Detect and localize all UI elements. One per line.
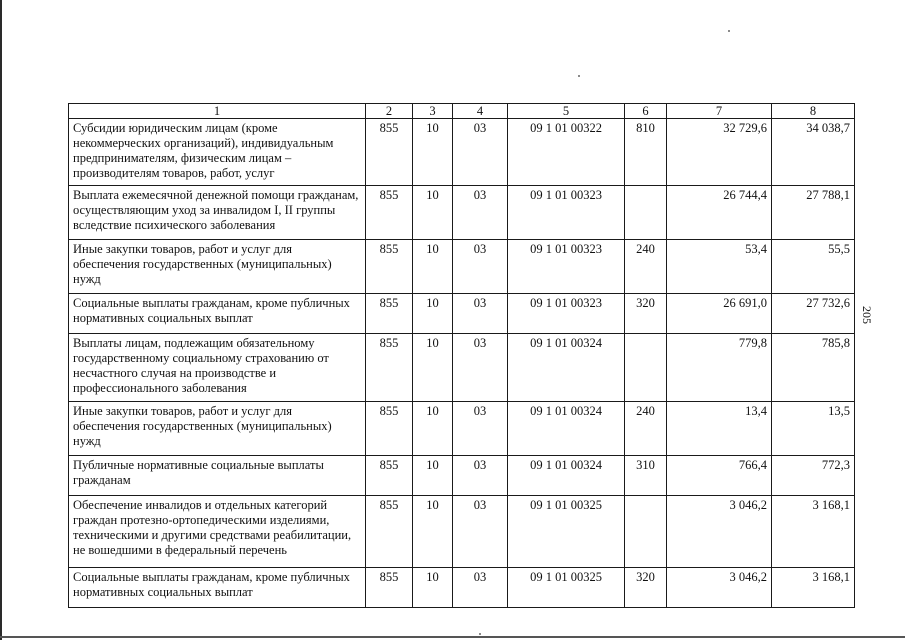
expense-name-cell: Обеспечение инвалидов и отдельных категорий граждан протезно-ортопедическими изделиями, техническими и другими средствами реабилитации, не вошедшими в федеральный перечень	[69, 496, 366, 568]
expense-type-cell: 240	[625, 240, 667, 294]
target-item-cell: 09 1 01 00324	[508, 402, 625, 456]
table-row	[69, 334, 855, 402]
ministry-code-cell: 855	[366, 186, 413, 240]
amount-col7-cell: 26 691,0	[667, 294, 772, 334]
ministry-code-cell: 855	[366, 119, 413, 186]
subsection-code-cell: 03	[453, 402, 508, 456]
amount-col7-cell: 53,4	[667, 240, 772, 294]
column-header: 2	[366, 104, 413, 119]
section-code-cell: 10	[413, 402, 453, 456]
target-item-cell: 09 1 01 00325	[508, 496, 625, 568]
expense-type-cell	[625, 334, 667, 402]
subsection-code-cell: 03	[453, 119, 508, 186]
target-item-cell: 09 1 01 00324	[508, 334, 625, 402]
expense-name-cell: Социальные выплаты гражданам, кроме публичных нормативных социальных выплат	[69, 294, 366, 334]
ministry-code-cell: 855	[366, 402, 413, 456]
amount-col8-cell: 3 168,1	[772, 496, 855, 568]
column-header: 7	[667, 104, 772, 119]
target-item-cell: 09 1 01 00325	[508, 568, 625, 608]
table-row	[69, 119, 855, 186]
target-item-cell: 09 1 01 00323	[508, 240, 625, 294]
target-item-cell: 09 1 01 00323	[508, 186, 625, 240]
amount-col8-cell: 3 168,1	[772, 568, 855, 608]
expense-name-cell: Субсидии юридическим лицам (кроме некоммерческих организаций), индивидуальным предпринимателям, физическим лицам – производителям товаров, работ, услуг	[69, 119, 366, 186]
section-code-cell: 10	[413, 456, 453, 496]
table-row	[69, 402, 855, 456]
amount-col7-cell: 766,4	[667, 456, 772, 496]
table-row	[69, 186, 855, 240]
table-row	[69, 240, 855, 294]
amount-col8-cell: 55,5	[772, 240, 855, 294]
section-code-cell: 10	[413, 186, 453, 240]
expense-type-cell	[625, 186, 667, 240]
section-code-cell: 10	[413, 240, 453, 294]
section-code-cell: 10	[413, 294, 453, 334]
section-code-cell: 10	[413, 496, 453, 568]
expense-name-cell: Публичные нормативные социальные выплаты гражданам	[69, 456, 366, 496]
subsection-code-cell: 03	[453, 294, 508, 334]
expense-name-cell: Выплата ежемесячной денежной помощи гражданам, осуществляющим уход за инвалидом I, II группы вследствие психического заболевания	[69, 186, 366, 240]
expense-type-cell: 320	[625, 568, 667, 608]
subsection-code-cell: 03	[453, 456, 508, 496]
ministry-code-cell: 855	[366, 240, 413, 294]
column-header: 6	[625, 104, 667, 119]
section-code-cell: 10	[413, 119, 453, 186]
amount-col7-cell: 3 046,2	[667, 496, 772, 568]
table-row	[69, 568, 855, 608]
subsection-code-cell: 03	[453, 334, 508, 402]
amount-col7-cell: 32 729,6	[667, 119, 772, 186]
scan-speck	[479, 633, 481, 635]
table-row	[69, 294, 855, 334]
scan-speck	[578, 75, 580, 77]
amount-col7-cell: 779,8	[667, 334, 772, 402]
expense-name-cell: Иные закупки товаров, работ и услуг для обеспечения государственных (муниципальных) нужд	[69, 240, 366, 294]
amount-col7-cell: 3 046,2	[667, 568, 772, 608]
table-row	[69, 456, 855, 496]
column-header: 5	[508, 104, 625, 119]
ministry-code-cell: 855	[366, 456, 413, 496]
subsection-code-cell: 03	[453, 186, 508, 240]
subsection-code-cell: 03	[453, 240, 508, 294]
section-code-cell: 10	[413, 568, 453, 608]
ministry-code-cell: 855	[366, 568, 413, 608]
column-header: 4	[453, 104, 508, 119]
expense-name-cell: Социальные выплаты гражданам, кроме публичных нормативных социальных выплат	[69, 568, 366, 608]
expense-name-cell: Выплаты лицам, подлежащим обязательному государственному социальному страхованию от несчастного случая на производстве и профессионального заболевания	[69, 334, 366, 402]
ministry-code-cell: 855	[366, 496, 413, 568]
target-item-cell: 09 1 01 00323	[508, 294, 625, 334]
amount-col7-cell: 13,4	[667, 402, 772, 456]
table-row	[69, 496, 855, 568]
target-item-cell: 09 1 01 00322	[508, 119, 625, 186]
amount-col8-cell: 785,8	[772, 334, 855, 402]
subsection-code-cell: 03	[453, 496, 508, 568]
column-header: 8	[772, 104, 855, 119]
expense-type-cell: 310	[625, 456, 667, 496]
ministry-code-cell: 855	[366, 294, 413, 334]
page-bottom-edge	[0, 636, 905, 638]
expense-type-cell	[625, 496, 667, 568]
amount-col8-cell: 34 038,7	[772, 119, 855, 186]
subsection-code-cell: 03	[453, 568, 508, 608]
amount-col8-cell: 13,5	[772, 402, 855, 456]
expense-name-cell: Иные закупки товаров, работ и услуг для обеспечения государственных (муниципальных) нужд	[69, 402, 366, 456]
page-number: 205	[860, 306, 874, 324]
amount-col8-cell: 27 732,6	[772, 294, 855, 334]
scan-speck	[728, 30, 730, 32]
amount-col7-cell: 26 744,4	[667, 186, 772, 240]
expense-type-cell: 320	[625, 294, 667, 334]
section-code-cell: 10	[413, 334, 453, 402]
amount-col8-cell: 27 788,1	[772, 186, 855, 240]
table-header-row	[69, 104, 855, 119]
target-item-cell: 09 1 01 00324	[508, 456, 625, 496]
amount-col8-cell: 772,3	[772, 456, 855, 496]
page-left-edge	[0, 0, 2, 640]
column-header: 1	[69, 104, 366, 119]
ministry-code-cell: 855	[366, 334, 413, 402]
expense-type-cell: 810	[625, 119, 667, 186]
expense-type-cell: 240	[625, 402, 667, 456]
budget-table	[68, 103, 855, 608]
column-header: 3	[413, 104, 453, 119]
